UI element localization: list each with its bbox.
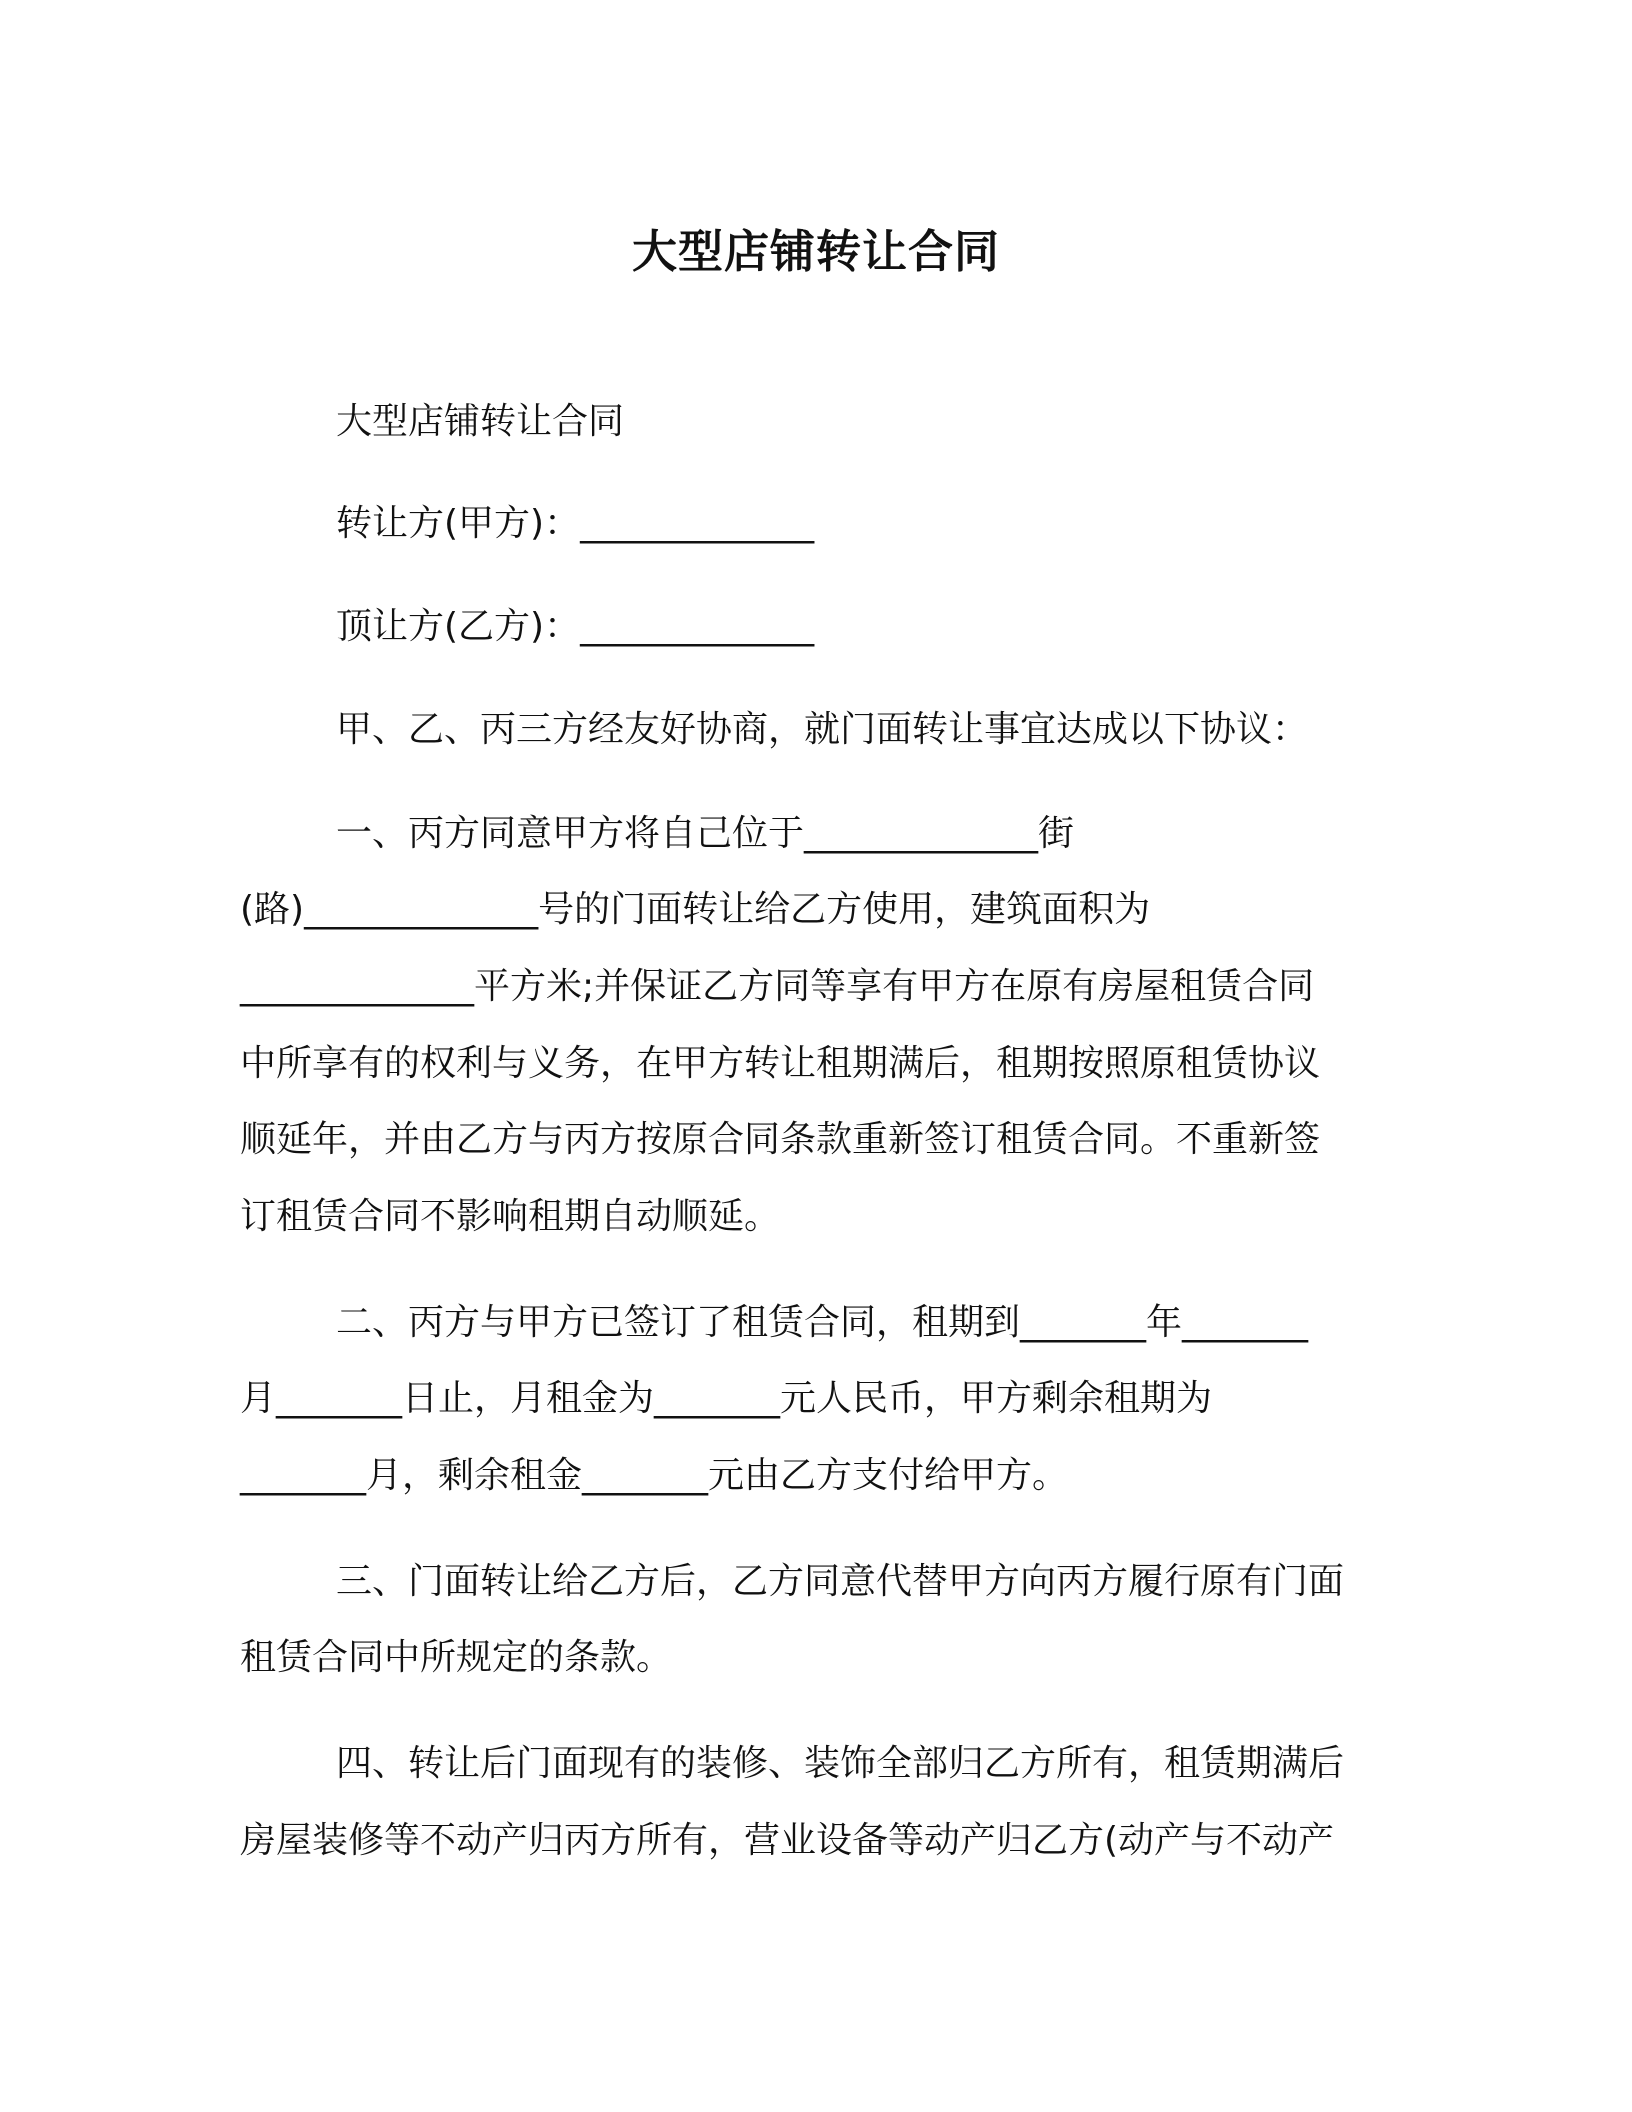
preamble-line: 甲、乙、丙三方经友好协商，就门面转让事宜达成以下协议：: [336, 709, 1309, 750]
transferor-line: 转让方(甲方)：_____________: [336, 503, 815, 544]
clause-1-line-5: 顺延年，并由乙方与丙方按原合同条款重新签订租赁合同。不重新签: [240, 1119, 1321, 1160]
clause-1-line-3: _____________平方米;并保证乙方同等享有甲方在原有房屋租赁合同: [240, 966, 1315, 1007]
clause-3-line-2: 租赁合同中所规定的条款。: [240, 1637, 673, 1678]
document-title: 大型店铺转让合同: [631, 225, 1000, 278]
transferee-line: 顶让方(乙方)：_____________: [336, 606, 815, 647]
clause-1-line-1: 一、丙方同意甲方将自己位于_____________街: [336, 813, 1075, 854]
clause-1-line-2: (路)_____________号的门面转让给乙方使用，建筑面积为: [240, 889, 1151, 930]
clause-1-line-4: 中所享有的权利与义务，在甲方转让租期满后，租期按照原租赁协议: [240, 1043, 1321, 1084]
clause-2-line-1: 二、丙方与甲方已签订了租赁合同，租期到_______年_______: [336, 1302, 1309, 1343]
clause-4-line-1: 四、转让后门面现有的装修、装饰全部归乙方所有，租赁期满后: [336, 1743, 1345, 1784]
clause-2-line-2: 月_______日止，月租金为_______元人民币，甲方剩余租期为: [240, 1378, 1213, 1419]
clause-3-line-1: 三、门面转让给乙方后，乙方同意代替甲方向丙方履行原有门面: [336, 1561, 1345, 1602]
subtitle-line: 大型店铺转让合同: [336, 401, 625, 442]
clause-2-line-3: _______月，剩余租金_______元由乙方支付给甲方。: [240, 1455, 1069, 1496]
clause-4-line-2: 房屋装修等不动产归丙方所有，营业设备等动产归乙方(动产与不动产: [240, 1820, 1335, 1861]
clause-1-line-6: 订租赁合同不影响租期自动顺延。: [240, 1196, 781, 1237]
